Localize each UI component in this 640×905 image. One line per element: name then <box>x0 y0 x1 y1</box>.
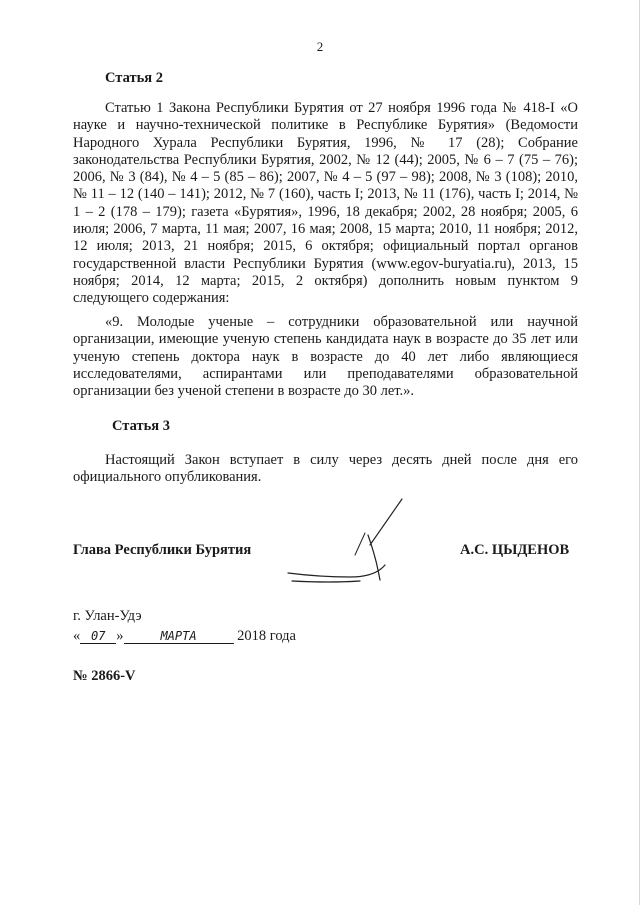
date-close-quote: » <box>116 628 124 644</box>
city: г. Улан-Удэ <box>73 608 142 624</box>
date-day: 07 <box>80 630 116 644</box>
signatory-name: А.С. ЦЫДЕНОВ <box>460 542 570 558</box>
article-2-paragraph-1: Статью 1 Закона Республики Бурятия от 27 ноября 1996 года № 418-I «О науке и научно-технической политике в Республике Бурятия» (Ведомости Народного Хурала Республики Бурятия, 1996, № 17 (28); Собрание законодательства Республики Бурятия, 2002, № 12 (44); 2005, № 6 – 7 (75 – 76); 2006, № 3 (84), № 4 – 5 (85 – 86); 2007, № 4 – 5 (97 – 98); 2008, № 3 (108); 2010, № 11 – 12 (140 – 141); 2012, № 7 (160), часть I; 2013, № 11 (176), часть I; 2014, № 1 – 2 (178 – 179); газета «Бурятия», 1996, 18 декабря; 2002, 28 ноября; 2005, 6 июля; 2006, 7 марта, 11 мая; 2007, 16 мая; 2008, 15 марта; 2010, 11 ноября; 2012, 12 июля; 2013, 21 ноября; 2015, 6 октября; официальный портал органов государственной власти Республики Бурятия (www.egov-buryatia.ru), 2013, 15 ноября; 2014, 12 марта; 2015, 2 октября) дополнить новым пунктом 9 следующего содержания: <box>73 100 578 307</box>
date-month: МАРТА <box>124 630 234 644</box>
date-year: 2018 года <box>237 628 296 644</box>
head-of-republic-label: Глава Республики Бурятия <box>73 542 252 558</box>
article-2-heading: Статья 2 <box>105 70 163 86</box>
date-open-quote: « <box>73 628 81 644</box>
article-3-heading: Статья 3 <box>112 418 170 434</box>
signing-date <box>73 628 296 645</box>
article-2-paragraph-2: «9. Молодые ученые – сотрудники образовательной или научной организации, имеющие ученую степень кандидата наук в возрасте до 35 лет или ученую степень доктора наук в возрасте до 40 лет либо являющиеся исследователями, аспирантами или преподавателями образовательной организации без ученой степени в возрасте до 30 лет.». <box>73 314 578 400</box>
document-number: № 2866-V <box>73 668 136 684</box>
handwritten-signature <box>280 495 420 590</box>
article-3-paragraph: Настоящий Закон вступает в силу через десять дней после дня его официального опубликования. <box>73 452 578 486</box>
page-number: 2 <box>316 39 324 54</box>
